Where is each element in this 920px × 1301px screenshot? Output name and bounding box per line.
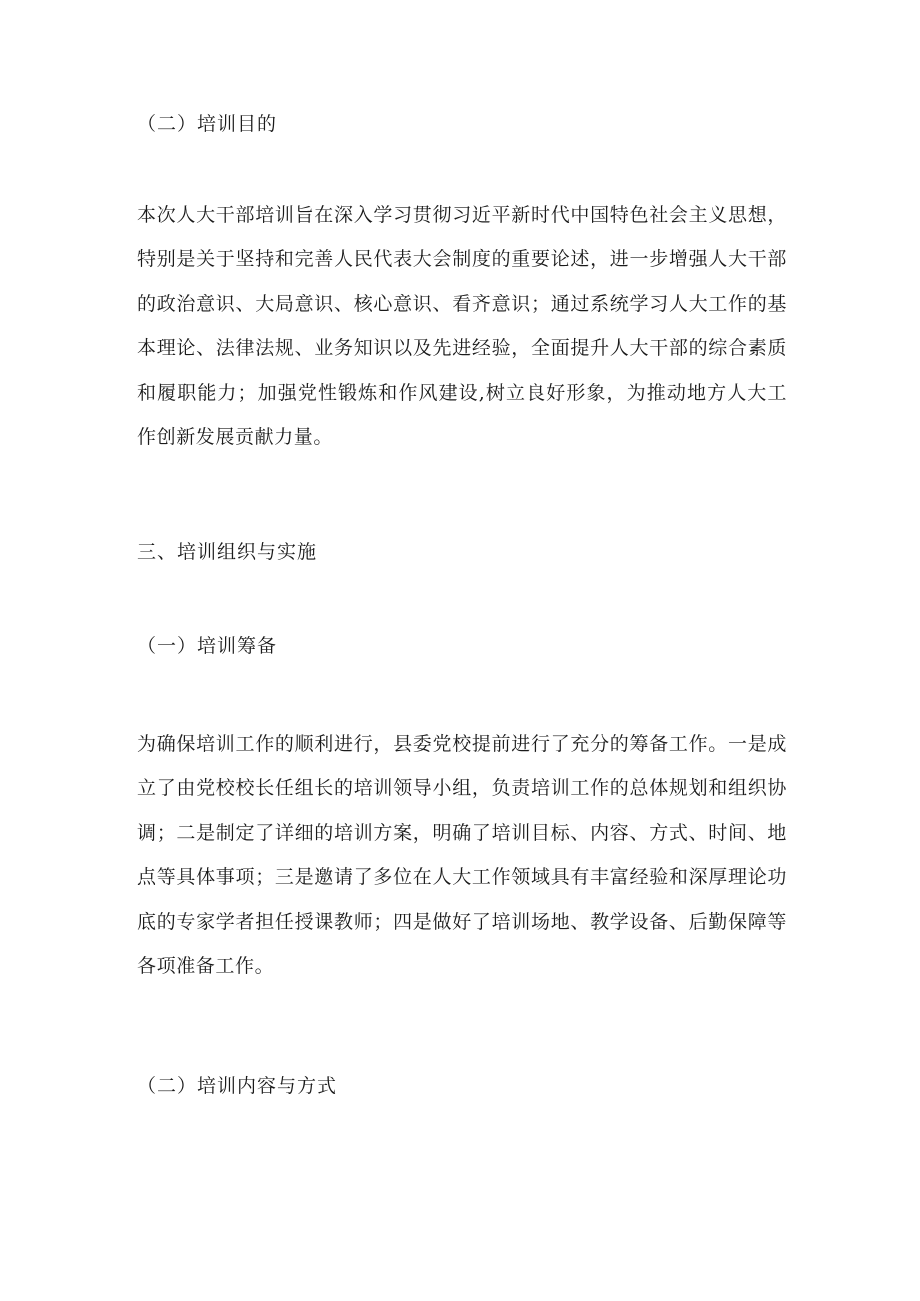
paragraph-preparation: 为确保培训工作的顺利进行，县委党校提前进行了充分的筹备工作。一是成立了由党校校长任组长的培训领导小组，负责培训工作的总体规划和组织协调；二是制定了详细的培训方案，明确了培训目标、内容、方式、时间、地点等具体事项；三是邀请了多位在人大工作领域具有丰富经验和深厚理论功底的专家学者担任授课教师；四是做好了培训场地、教学设备、后勤保障等各项准备工作。 bbox=[137, 733, 787, 978]
section-three-title: 三、培训组织与实施 bbox=[137, 541, 318, 563]
heading-content-method: （二）培训内容与方式 bbox=[137, 1075, 338, 1097]
paragraph-training-goal: 本次人大干部培训旨在深入学习贯彻习近平新时代中国特色社会主义思想，特别是关于坚持和完善人民代表大会制度的重要论述，进一步增强人大干部的政治意识、大局意识、核心意识、看齐意识；通过系统学习人大工作的基本理论、法律法规、业务知识以及先进经验，全面提升人大干部的综合素质和履职能力；加强党性锻炼和作风建设,树立良好形象，为推动地方人大工作创新发展贡献力量。 bbox=[137, 204, 787, 449]
heading-training-goal: （二）培训目的 bbox=[137, 113, 278, 135]
heading-preparation: （一）培训筹备 bbox=[137, 635, 278, 657]
